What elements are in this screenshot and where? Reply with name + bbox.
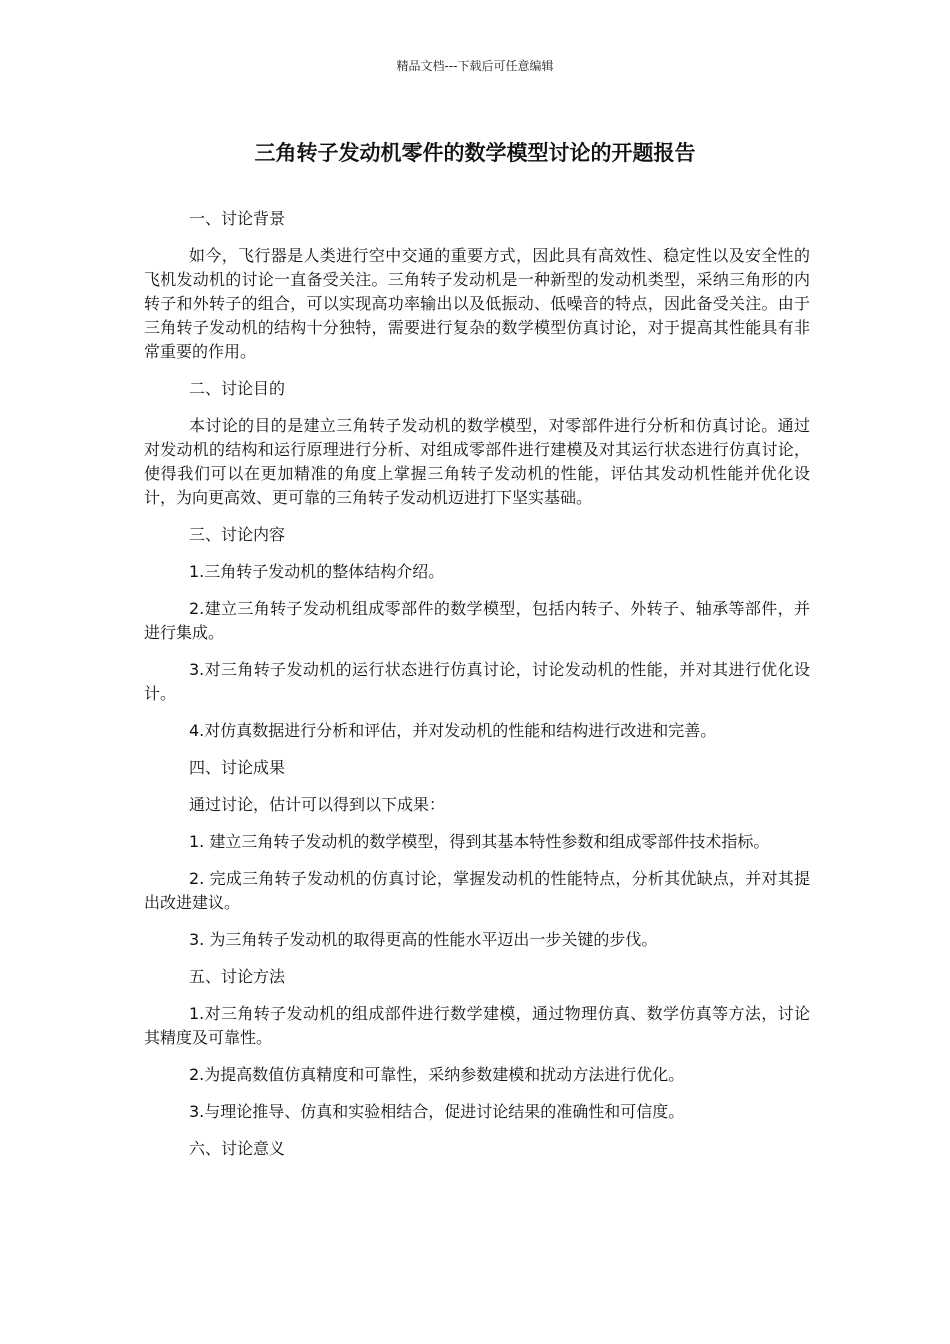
paragraph-background: 如今，飞行器是人类进行空中交通的重要方式，因此具有高效性、稳定性以及安全性的飞机发动机的讨论一直备受关注。三角转子发动机是一种新型的发动机类型，采纳三角形的内转子和外转子的组合，可以实现高功率输出以及低振动、低噪音的特点，因此备受关注。由于三角转子发动机的结构十分独特，需要进行复杂的数学模型仿真讨论，对于提高其性能具有非常重要的作用。 bbox=[144, 246, 810, 361]
list-item-methods-3: 3.与理论推导、仿真和实验相结合，促进讨论结果的准确性和可信度。 bbox=[189, 1102, 685, 1121]
section-heading-results: 四、讨论成果 bbox=[189, 758, 286, 777]
list-item-content-3: 3.对三角转子发动机的运行状态进行仿真讨论，讨论发动机的性能，并对其进行优化设计。 bbox=[144, 660, 810, 703]
section-heading-methods: 五、讨论方法 bbox=[189, 967, 286, 986]
list-item-results-3: 3. 为三角转子发动机的取得更高的性能水平迈出一步关键的步伐。 bbox=[189, 930, 658, 949]
paragraph-results-intro: 通过讨论，估计可以得到以下成果： bbox=[189, 795, 446, 814]
list-item-content-2: 2.建立三角转子发动机组成零部件的数学模型，包括内转子、外转子、轴承等部件，并进行集成。 bbox=[144, 599, 810, 642]
list-item-results-1: 1. 建立三角转子发动机的数学模型，得到其基本特性参数和组成零部件技术指标。 bbox=[189, 832, 770, 851]
section-heading-background: 一、讨论背景 bbox=[189, 209, 286, 228]
list-item-content-1: 1.三角转子发动机的整体结构介绍。 bbox=[189, 562, 445, 581]
page-header-note: 精品文档---下载后可任意编辑 bbox=[396, 59, 554, 73]
list-item-content-4: 4.对仿真数据进行分析和评估，并对发动机的性能和结构进行改进和完善。 bbox=[189, 721, 717, 740]
section-heading-significance: 六、讨论意义 bbox=[189, 1139, 286, 1158]
section-heading-purpose: 二、讨论目的 bbox=[189, 379, 286, 398]
section-heading-content: 三、讨论内容 bbox=[189, 525, 286, 544]
paragraph-purpose: 本讨论的目的是建立三角转子发动机的数学模型，对零部件进行分析和仿真讨论。通过对发动机的结构和运行原理进行分析、对组成零部件进行建模及对其运行状态进行仿真讨论，使得我们可以在更加精准的角度上掌握三角转子发动机的性能，评估其发动机性能并优化设计，为向更高效、更可靠的三角转子发动机迈进打下坚实基础。 bbox=[144, 416, 810, 507]
list-item-methods-1: 1.对三角转子发动机的组成部件进行数学建模，通过物理仿真、数学仿真等方法，讨论其精度及可靠性。 bbox=[144, 1004, 810, 1047]
document-title: 三角转子发动机零件的数学模型讨论的开题报告 bbox=[254, 141, 696, 165]
list-item-methods-2: 2.为提高数值仿真精度和可靠性，采纳参数建模和扰动方法进行优化。 bbox=[189, 1065, 685, 1084]
document-body bbox=[144, 207, 810, 1174]
list-item-results-2: 2. 完成三角转子发动机的仿真讨论，掌握发动机的性能特点，分析其优缺点，并对其提出改进建议。 bbox=[144, 869, 810, 912]
